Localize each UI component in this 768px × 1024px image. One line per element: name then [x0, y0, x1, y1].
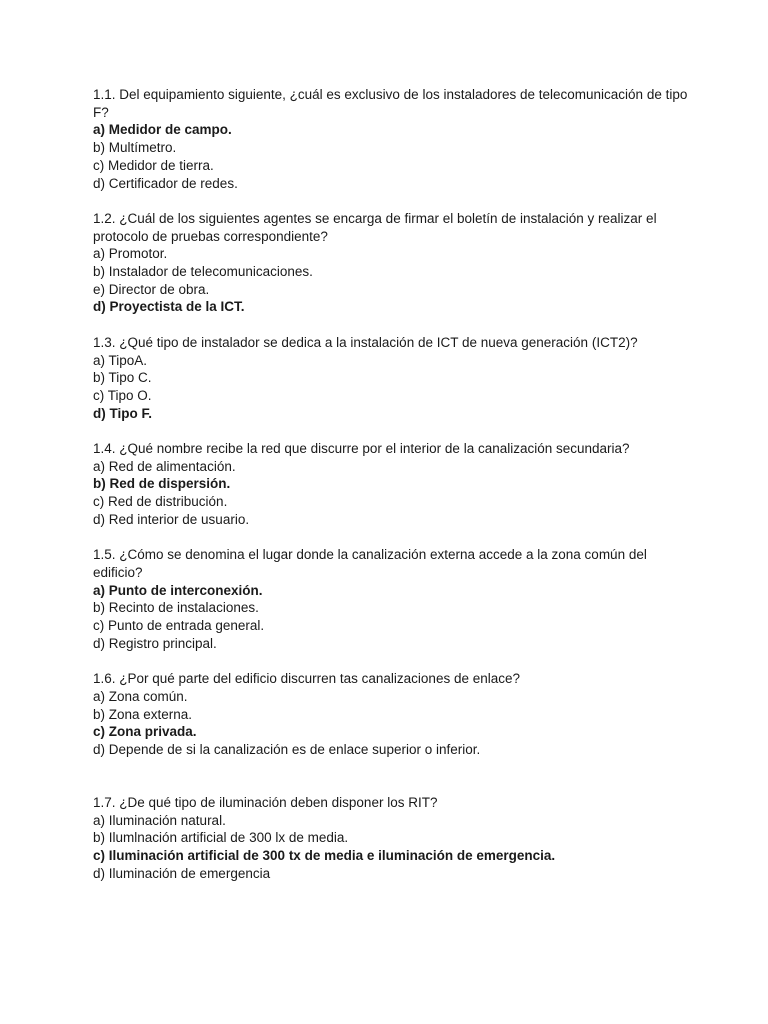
option-d: d) Proyectista de la ICT.	[93, 299, 245, 315]
question-1-7	[93, 794, 693, 883]
question-1-2	[93, 210, 693, 316]
question-text: 1.1. Del equipamiento siguiente, ¿cuál es exclusivo de los instaladores de telecomunicación de tipo F?	[93, 87, 688, 120]
option-b: b) Zona externa.	[93, 706, 193, 722]
option-d: d) Red interior de usuario.	[93, 511, 250, 527]
option-b: b) Recinto de instalaciones.	[93, 600, 259, 616]
option-a: a) Red de alimentación.	[93, 458, 236, 474]
option-d: d) Iluminación de emergencia	[93, 865, 271, 881]
question-text: 1.5. ¿Cómo se denomina el lugar donde la canalización externa accede a la zona común del edificio?	[93, 547, 647, 580]
option-c: c) Iluminación artificial de 300 tx de media e iluminación de emergencia.	[93, 848, 556, 864]
option-a: a) Zona común.	[93, 688, 188, 704]
option-d: d) Registro principal.	[93, 635, 217, 651]
option-c: c) Tipo O.	[93, 387, 152, 403]
question-text: 1.2. ¿Cuál de los siguientes agentes se encarga de firmar el boletín de instalación y realizar el protocolo de pruebas correspondiente?	[93, 210, 657, 244]
question-1-4	[93, 440, 693, 529]
option-c: c) Punto de entrada general.	[93, 618, 265, 634]
question-1-1	[93, 86, 693, 192]
option-a: a) TipoA.	[93, 352, 148, 368]
question-1-5	[93, 546, 693, 652]
option-a: a) Medidor de campo.	[93, 122, 232, 138]
question-1-3	[93, 334, 693, 423]
option-a: a) Promotor.	[93, 246, 168, 262]
question-text: 1.7. ¿De qué tipo de iluminación deben disponer los RIT?	[93, 795, 438, 811]
question-text: 1.3. ¿Qué tipo de instalador se dedica a la instalación de ICT de nueva generación (ICT2)?	[93, 334, 638, 350]
option-a: a) Punto de interconexión.	[93, 582, 263, 598]
question-list	[93, 86, 693, 900]
option-d: d) Depende de si la canalización es de enlace superior o inferior.	[93, 741, 481, 757]
option-b: b) Instalador de telecomunicaciones.	[93, 264, 313, 280]
question-text: 1.6. ¿Por qué parte del edificio discurren tas canalizaciones de enlace?	[93, 671, 521, 687]
question-text: 1.4. ¿Qué nombre recibe la red que discurre por el interior de la canalización secundaria?	[93, 441, 630, 457]
option-e: e) Director de obra.	[93, 281, 210, 297]
option-a: a) Iluminación natural.	[93, 812, 226, 828]
option-c: c) Zona privada.	[93, 724, 197, 740]
question-1-6	[93, 670, 693, 759]
option-d: d) Tipo F.	[93, 405, 152, 421]
option-c: c) Medidor de tierra.	[93, 157, 214, 173]
option-b: b) Red de dispersión.	[93, 476, 231, 492]
option-b: b) Tipo C.	[93, 370, 152, 386]
option-d: d) Certificador de redes.	[93, 175, 238, 191]
option-b: b) Multímetro.	[93, 140, 177, 156]
option-b: b) Ilumlnación artificial de 300 lx de media.	[93, 830, 349, 846]
option-c: c) Red de distribución.	[93, 494, 228, 510]
